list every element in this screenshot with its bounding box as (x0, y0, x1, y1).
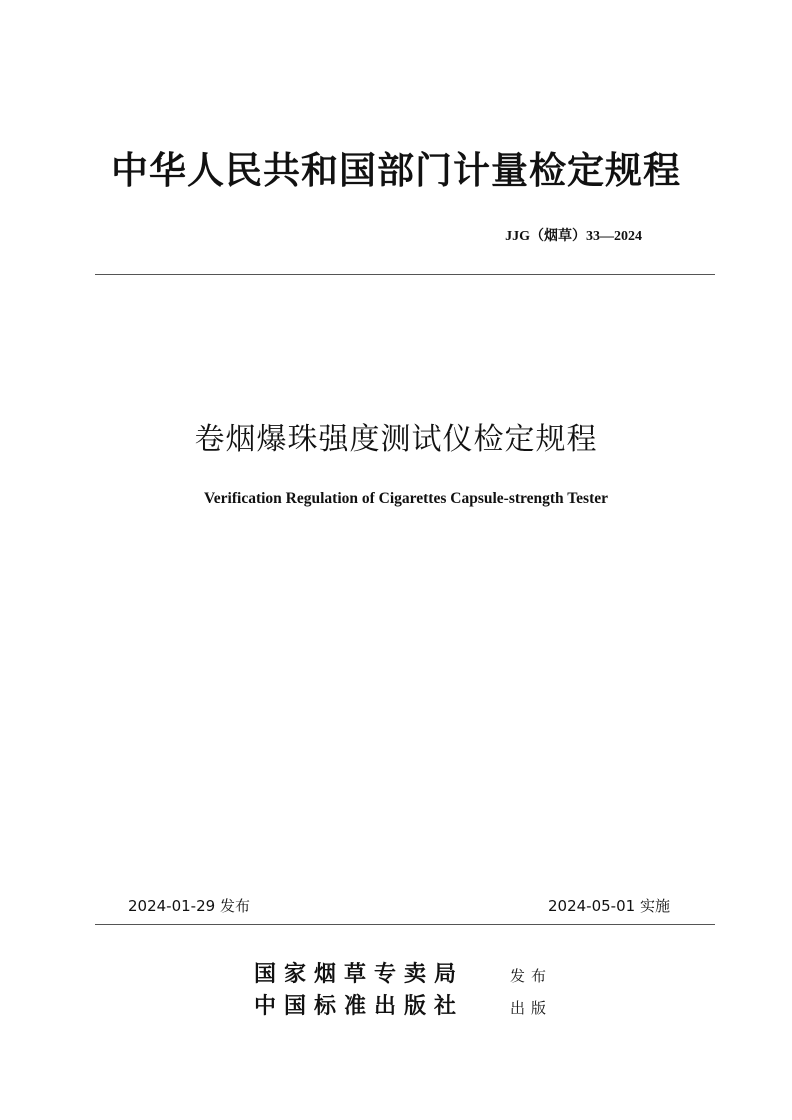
issue-date: 2024-01-29 发布 (128, 897, 250, 915)
issuer-role: 发布 (510, 967, 553, 985)
press-name: 中国标准出版社 (254, 993, 465, 1019)
document-number: JJG（烟草）33—2024 (505, 229, 642, 244)
publisher-row-press (254, 989, 552, 1020)
bottom-divider (95, 924, 715, 925)
document-title-english: Verification Regulation of Cigarettes Capsule-strength Tester (204, 490, 608, 507)
page-header-title: 中华人民共和国部门计量检定规程 (111, 148, 681, 192)
press-role: 出版 (510, 999, 553, 1017)
document-title-chinese: 卷烟爆珠强度测试仪检定规程 (194, 422, 598, 457)
issuer-name: 国家烟草专卖局 (254, 961, 465, 987)
effective-date: 2024-05-01 实施 (548, 897, 670, 915)
top-divider (95, 274, 715, 275)
publisher-row-issuer (254, 957, 552, 988)
